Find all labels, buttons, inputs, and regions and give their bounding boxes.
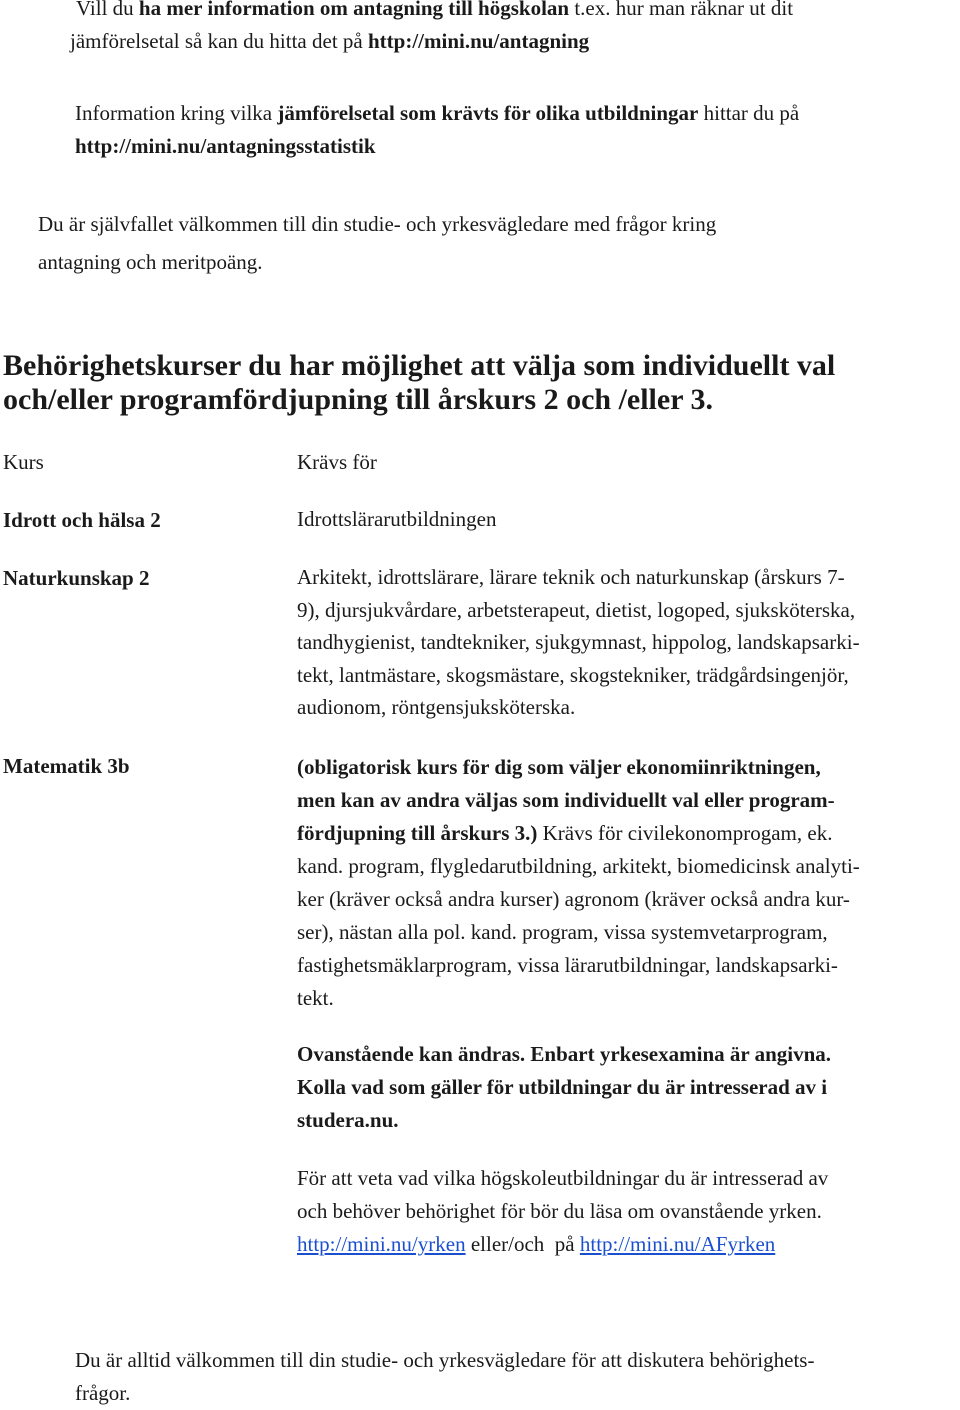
- requirement-line: tandhygienist, tandtekniker, sjukgymnast, hippolog, landskapsarki-: [297, 630, 860, 654]
- requirement-line: tekt.: [297, 986, 334, 1010]
- requirement-line: ser), nästan alla pol. kand. program, vissa systemvetarprogram,: [297, 920, 828, 944]
- requirement-line: audionom, röntgensjuksköterska.: [297, 695, 576, 719]
- requirement-line: Arkitekt, idrottslärare, lärare teknik och naturkunskap (årskurs 7-: [297, 565, 845, 589]
- bold-text: fördjupning till årskurs 3.): [297, 821, 538, 845]
- course-name: Naturkunskap 2: [3, 566, 150, 590]
- text: eller/och på: [465, 1232, 580, 1256]
- heading-line: Behörighetskurser du har möjlighet att välja som individuellt val: [3, 349, 836, 382]
- intro-line: antagning och meritpoäng.: [38, 250, 263, 274]
- text: Information kring vilka: [75, 101, 278, 125]
- closing-line: frågor.: [75, 1381, 131, 1405]
- requirement-line: fastighetsmäklarprogram, vissa lärarutbildningar, landskapsarki-: [297, 953, 838, 977]
- intro-statistik-paragraph: [75, 97, 950, 163]
- statistik-url: http://mini.nu/antagningsstatistik: [75, 134, 376, 158]
- requirement-line: tekt, lantmästare, skogsmästare, skogstekniker, trädgårdsingenjör,: [297, 662, 849, 687]
- intro-line: [70, 25, 950, 58]
- column-header-required: Krävs för: [297, 450, 377, 474]
- bold-text: men kan av andra väljas som individuellt val eller program-: [297, 788, 835, 812]
- intro-line: [75, 130, 950, 163]
- yrken-link[interactable]: http://mini.nu/yrken: [297, 1232, 466, 1256]
- course-requirement: [297, 503, 947, 536]
- closing-line: Du är alltid välkommen till din studie- och yrkesvägledare för att diskutera behörighets-: [75, 1348, 815, 1372]
- course-requirement: [297, 561, 947, 724]
- afyrken-link[interactable]: http://mini.nu/AFyrken: [579, 1232, 776, 1256]
- intro-antagning-paragraph: [70, 0, 950, 58]
- closing-paragraph: [75, 1344, 945, 1410]
- course-requirement: [297, 751, 947, 1015]
- requirement-line: [297, 784, 947, 817]
- notice-line: Ovanstående kan ändras. Enbart yrkesexamina är angivna.: [297, 1042, 832, 1066]
- notice-line: Kolla vad som gäller för utbildningar du är intresserad av i: [297, 1075, 828, 1099]
- notice-line: studera.nu.: [297, 1108, 399, 1132]
- heading-line: och/eller programfördjupning till årskurs 2 och /eller 3.: [3, 383, 713, 416]
- antagning-url: http://mini.nu/antagning: [367, 29, 590, 53]
- text: hittar du på: [698, 101, 800, 125]
- intro-line: [70, 0, 950, 25]
- text: jämförelsetal så kan du hitta det på: [70, 29, 368, 53]
- requirement-line: [297, 817, 947, 850]
- info-paragraph: [297, 1162, 947, 1261]
- text: Vill du: [76, 0, 139, 20]
- requirement-line: ker (kräver också andra kurser) agronom (kräver också andra kur-: [297, 887, 850, 911]
- text: Krävs för civilekonomprogam, ek.: [537, 821, 833, 845]
- info-links-line: [297, 1228, 947, 1261]
- bold-text: ha mer information om antagning till högskolan: [138, 0, 570, 20]
- requirement-line: [297, 751, 947, 784]
- requirement-line: 9), djursjukvårdare, arbetsterapeut, dietist, logoped, sjuksköterska,: [297, 597, 856, 622]
- column-header-course: Kurs: [3, 450, 44, 474]
- bold-text: jämförelsetal som krävts för olika utbildningar: [277, 101, 699, 125]
- notice-paragraph: [297, 1038, 947, 1137]
- requirement-line: kand. program, flygledarutbildning, arkitekt, biomedicinsk analyti-: [297, 854, 860, 878]
- course-name: Idrott och hälsa 2: [3, 508, 161, 532]
- info-line: och behöver behörighet för bör du läsa om ovanstående yrken.: [297, 1199, 822, 1223]
- intro-welcome-paragraph: [38, 205, 938, 281]
- section-heading: [3, 349, 953, 417]
- bold-text: (obligatorisk kurs för dig som väljer ekonomiinriktningen,: [297, 755, 821, 779]
- intro-line: Du är självfallet välkommen till din studie- och yrkesvägledare med frågor kring: [38, 212, 717, 236]
- course-name: Matematik 3b: [3, 754, 130, 778]
- text: t.ex. hur man räknar ut dit: [569, 0, 794, 20]
- requirement-line: Idrottslärarutbildningen: [297, 507, 497, 531]
- intro-line: [75, 97, 950, 130]
- info-line: För att veta vad vilka högskoleutbildningar du är intresserad av: [297, 1166, 829, 1190]
